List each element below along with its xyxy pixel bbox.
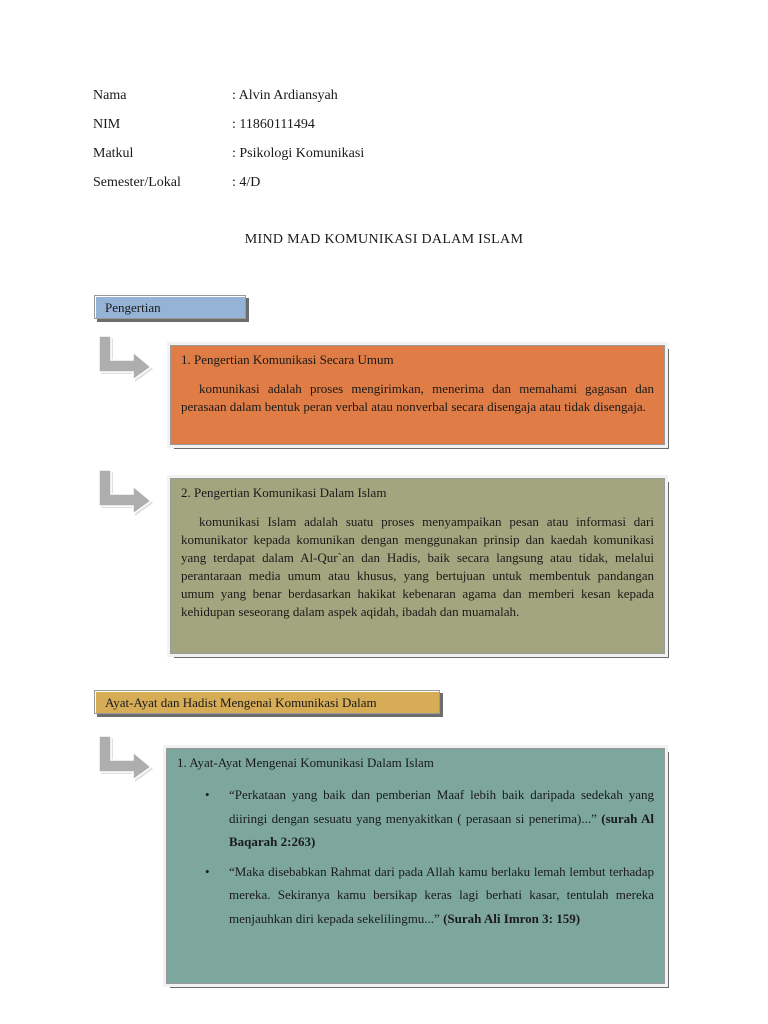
- card-body: komunikasi Islam adalah suatu proses menyampaikan pesan atau informasi dari komunikator kepada komunikan dengan menggunakan prinsip dan kaedah komunikasi yang terdapat dalam Al-Qur`an dan Hadis, baik secara langsung atau tidak, melalui perantaraan media umum atau khusus, yang bertujuan untuk membentuk pandangan umum yang benar berdasarkan hakikat kebenaran agama dan memberi kesan kepada kehidupan seseorang dalam aspek aqidah, ibadah dan muamalah.: [181, 514, 654, 619]
- nim-label: NIM: [93, 117, 121, 132]
- ayat-source: (Surah Ali Imron 3: 159): [443, 910, 581, 926]
- ayat-text: “Perkataan yang baik dan pemberian Maaf lebih baik daripada sedekah yang diiringi dengan sesuatu yang menyakitkan ( perasaan si penerima)...”: [229, 787, 654, 826]
- card-heading: 2. Pengertian Komunikasi Dalam Islam: [181, 485, 387, 500]
- bent-arrow-icon: [95, 468, 155, 516]
- section-tag-ayat: [94, 690, 440, 714]
- semester-value: : 4/D: [232, 175, 261, 190]
- nim-value: : 11860111494: [232, 117, 315, 132]
- ayat-list: [177, 783, 654, 936]
- card-pengertian-islam: [170, 478, 665, 654]
- matkul-value: : Psikologi Komunikasi: [232, 146, 365, 161]
- section-tag-label: Pengertian: [105, 300, 161, 315]
- ayat-item: [177, 783, 654, 854]
- card-body: komunikasi adalah proses mengirimkan, menerima dan memahami gagasan dan perasaan dalam bentuk peran verbal atau nonverbal secara disengaja atau tidak disengaja.: [181, 381, 654, 414]
- page-title: MIND MAD KOMUNIKASI DALAM ISLAM: [244, 232, 524, 247]
- card-heading: 1. Pengertian Komunikasi Secara Umum: [181, 352, 394, 367]
- bent-arrow-icon: [95, 334, 155, 382]
- card-pengertian-umum: [170, 345, 665, 445]
- card-heading: 1. Ayat-Ayat Mengenai Komunikasi Dalam Islam: [177, 755, 434, 770]
- ayat-item: [177, 860, 654, 931]
- name-value: : Alvin Ardiansyah: [232, 88, 338, 103]
- name-label: Nama: [93, 88, 127, 103]
- semester-label: Semester/Lokal: [93, 175, 181, 190]
- section-tag-pengertian: [94, 295, 246, 319]
- section-tag-label: Ayat-Ayat dan Hadist Mengenai Komunikasi Dalam: [105, 695, 377, 710]
- bullet-icon: •: [205, 863, 210, 879]
- matkul-label: Matkul: [93, 146, 134, 161]
- card-ayat-komunikasi: [166, 748, 665, 984]
- ayat-text: “Maka disebabkan Rahmat dari pada Allah kamu berlaku lemah lembut terhadap mereka. Sekiranya kamu bersikap keras lagi berhati kasar, tentulah mereka menjauhkan diri kepada sekelilingmu...”: [229, 863, 654, 926]
- bent-arrow-icon: [95, 734, 155, 782]
- ayat-source: (surah Al Baqarah 2:263): [229, 810, 654, 849]
- bullet-icon: •: [205, 787, 210, 802]
